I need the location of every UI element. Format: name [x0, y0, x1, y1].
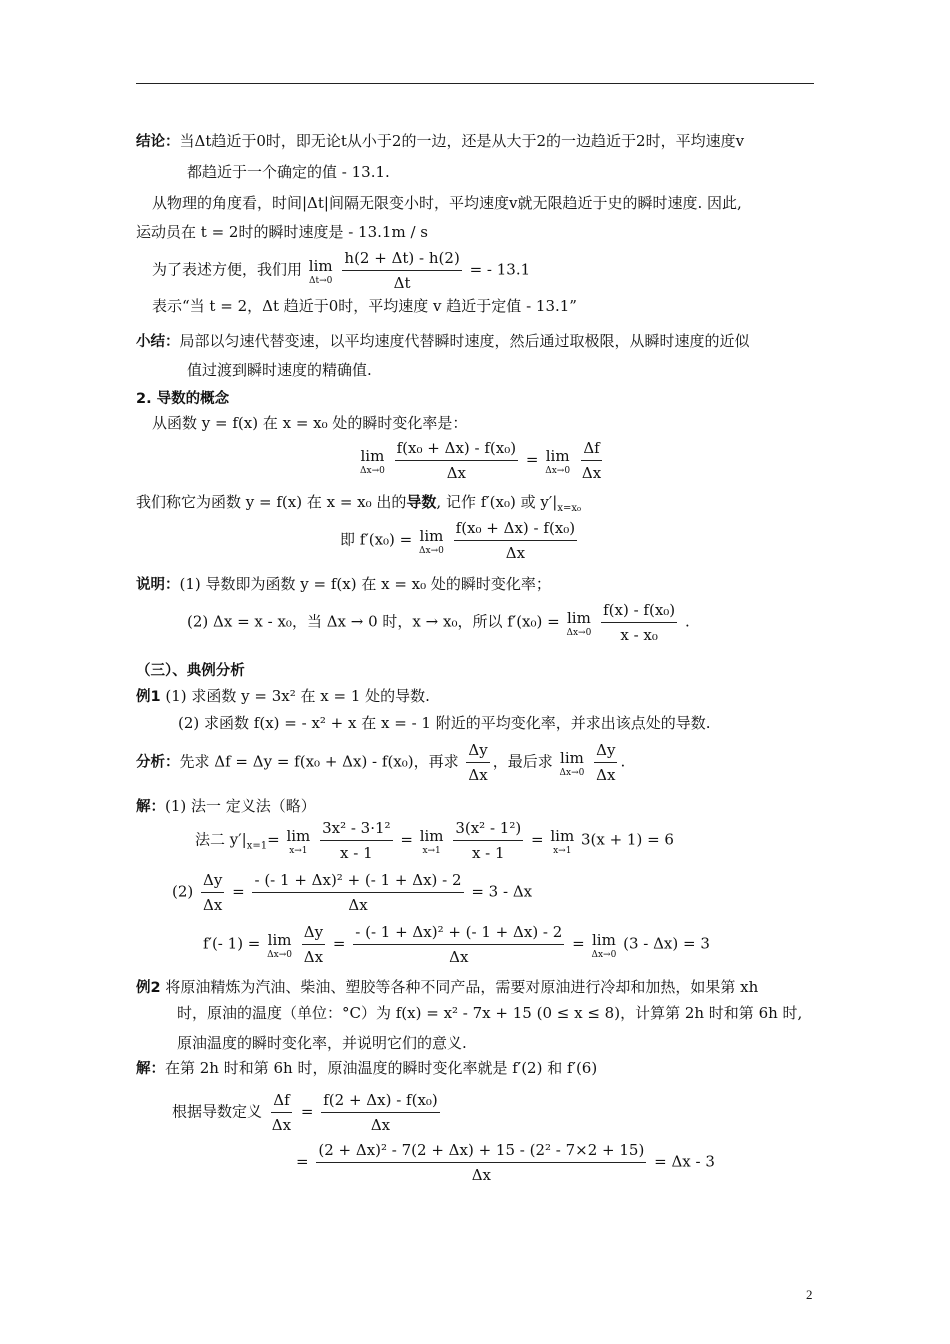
conclusion-line-3: 从物理的角度看，时间|Δt|间隔无限变小时，平均速度v就无限趋近于史的瞬时速度. 因此,	[152, 194, 742, 212]
solution2-expansion-line	[296, 1140, 715, 1185]
limit-expr	[566, 608, 591, 638]
equals-sign: =	[296, 1152, 309, 1171]
example1-label: 例1	[136, 689, 161, 705]
solution2-label: 解：	[136, 1061, 165, 1077]
solution1-derivative-line	[203, 922, 710, 967]
lim-sub: Δx→0	[545, 465, 571, 476]
section2-line-2	[136, 492, 581, 519]
analysis-pre: 先求 Δf = Δy = f(x₀ + Δx) - f(x₀)，再求	[179, 752, 459, 771]
lim-sub: x→1	[422, 845, 441, 856]
fraction-numerator: Δy	[466, 740, 489, 763]
equals-sign: =	[530, 830, 544, 849]
lim-sub: Δx→0	[267, 949, 293, 960]
fraction	[454, 518, 577, 563]
limit-expr	[560, 748, 585, 778]
part2-pre: (2)	[172, 882, 194, 901]
example2-line-3: 原油温度的瞬时变化率，并说明它们的意义.	[177, 1034, 467, 1052]
explanation-2-post: .	[684, 612, 690, 631]
fraction-numerator: f(2 + Δx) - f(x₀)	[321, 1090, 440, 1113]
section2-heading: 2. 导数的概念	[136, 391, 230, 407]
fraction-denominator: x - x₀	[620, 626, 658, 644]
solution1-label: 解：	[136, 799, 165, 815]
method2-pre: 法二 y′|	[195, 830, 247, 849]
fraction-numerator: - (- 1 + Δx)² + (- 1 + Δx) - 2	[353, 922, 564, 945]
solution1-line-1	[136, 796, 316, 817]
explanation-line-1	[136, 574, 551, 595]
limit-expr	[550, 826, 574, 856]
bold-term-derivative: 导数	[406, 493, 437, 511]
fraction-denominator: Δx	[449, 948, 469, 966]
summary-text-1: 局部以匀速代替变速，以平均速度代替瞬时速度，然后通过取极限，从瞬时速度的近似	[179, 332, 750, 350]
solution2-definition-line	[172, 1090, 443, 1135]
solution1-method2	[195, 818, 674, 863]
analysis-post: .	[620, 752, 626, 771]
derivative-tail: (3 - Δx) = 3	[623, 934, 710, 953]
lim-word: lim	[286, 826, 311, 845]
equals-sign: =	[332, 934, 346, 953]
limit-expr	[286, 826, 310, 856]
explanation-2-pre: (2) Δx = x - x₀，当 Δx → 0 时，x → x₀，所以 f′(x₀) =	[187, 612, 560, 631]
subscript: x=x₀	[557, 503, 582, 514]
lim-word: lim	[560, 748, 584, 767]
fraction-numerator: (2 + Δx)² - 7(2 + Δx) + 15 - (2² - 7×2 + 15)	[316, 1140, 646, 1163]
fraction-numerator: Δy	[594, 740, 617, 763]
fraction	[580, 438, 603, 483]
fraction-denominator: Δx	[471, 1166, 491, 1184]
fraction-denominator: Δx	[203, 896, 223, 914]
fraction-denominator: Δx	[370, 1116, 391, 1134]
formula-pre: 即 f′(x₀) =	[340, 530, 413, 549]
fraction	[601, 600, 677, 645]
lim-sub: Δx→0	[360, 465, 385, 476]
example1-line-2: (2) 求函数 f(x) = - x² + x 在 x = - 1 附近的平均变化率，并求出该点处的导数.	[178, 714, 711, 732]
explanation-line-2	[187, 600, 690, 645]
section2-2-pre: 我们称它为函数 y = f(x) 在 x = x₀ 出的	[136, 493, 407, 511]
conclusion-line-5	[152, 248, 530, 293]
example2-label: 例2	[136, 980, 161, 996]
fraction-denominator: Δx	[271, 1116, 292, 1134]
summary-line-2: 值过渡到瞬时速度的精确值.	[187, 361, 372, 379]
fraction	[353, 922, 564, 967]
lim-word: lim	[419, 526, 444, 545]
fraction	[320, 818, 393, 863]
conclusion-text-1: 当Δt趋近于0时，即无论t从小于2的一边，还是从大于2的一边趋近于2时，平均速度v	[179, 132, 745, 150]
fraction-denominator: Δx	[468, 766, 488, 784]
fraction	[466, 740, 489, 785]
equals-sign: =	[400, 830, 413, 849]
solution1-text-1: (1) 法一 定义法（略）	[165, 797, 316, 815]
explanation-text-1: (1) 导数即为函数 y = f(x) 在 x = x₀ 处的瞬时变化率；	[179, 575, 551, 593]
fraction-numerator: Δf	[271, 1090, 291, 1113]
fraction-denominator: x - 1	[471, 844, 505, 862]
definition-pre: 根据导数定义	[172, 1102, 263, 1121]
fraction-denominator: Δx	[581, 464, 602, 482]
lim-word: lim	[591, 930, 616, 949]
fraction-numerator: 3(x² - 1²)	[453, 818, 523, 841]
section2-line-1: 从函数 y = f(x) 在 x = x₀ 处的瞬时变化率是：	[152, 414, 468, 432]
conclusion-5-pre: 为了表述方便，我们用	[152, 260, 303, 279]
conclusion-line-2: 都趋近于一个确定的值 - 13.1.	[187, 163, 390, 181]
example2-text-1: 将原油精炼为汽油、柴油、塑胶等各种不同产品，需要对原油进行冷却和加热，如果第 xh	[165, 978, 759, 996]
analysis-mid: ，最后求	[492, 752, 553, 771]
fraction	[316, 1140, 646, 1185]
conclusion-5-post: = - 13.1	[469, 260, 531, 279]
fraction-denominator: Δt	[393, 274, 411, 292]
lim-sub: Δx→0	[566, 627, 592, 638]
fraction-denominator: Δx	[303, 948, 324, 966]
fraction-denominator: Δx	[505, 544, 526, 562]
fraction-denominator: x - 1	[340, 844, 373, 862]
solution2-text-1: 在第 2h 时和第 6h 时，原油温度的瞬时变化率就是 f′(2) 和 f′(6)	[165, 1059, 598, 1077]
subscript: x=1	[246, 840, 268, 852]
equals-sign: =	[300, 1102, 314, 1121]
section3-heading: （三）、典例分析	[136, 663, 245, 679]
fraction-denominator: Δx	[596, 766, 616, 784]
part2-post: = 3 - Δx	[471, 882, 533, 901]
equals-sign: =	[572, 934, 585, 953]
fraction-numerator: Δf	[581, 438, 601, 461]
summary-line-1	[136, 331, 750, 352]
derivative-definition-formula	[358, 438, 606, 483]
lim-word: lim	[308, 256, 333, 275]
example2-line-2: 时，原油的温度（单位：°C）为 f(x) = x² - 7x + 15 (0 ≤ x ≤ 8)，计算第 2h 时和第 6h 时,	[177, 1004, 803, 1022]
fraction	[321, 1090, 440, 1135]
limit-expr	[309, 256, 333, 286]
lim-sub: Δx→0	[591, 949, 617, 960]
equals-sign: =	[525, 450, 539, 469]
fraction-denominator: Δx	[446, 464, 466, 482]
explanation-label: 说明：	[136, 577, 180, 593]
analysis-line	[136, 740, 625, 785]
fraction	[594, 740, 617, 785]
fraction-numerator: - (- 1 + Δx)² + (- 1 + Δx) - 2	[252, 870, 463, 893]
limit-expr	[360, 446, 385, 476]
fraction-numerator: 3x² - 3·1²	[320, 818, 393, 841]
header-rule	[136, 83, 814, 84]
equals-sign: =	[232, 882, 245, 901]
derivative-notation-formula	[340, 518, 580, 563]
fraction	[252, 870, 463, 915]
lim-word: lim	[545, 446, 570, 465]
fraction-numerator: f(x₀ + Δx) - f(x₀)	[454, 518, 577, 541]
lim-word: lim	[360, 446, 385, 465]
fraction-numerator: Δy	[302, 922, 325, 945]
conclusion-line-1	[136, 131, 744, 152]
lim-sub: x→1	[553, 845, 572, 856]
page-number: 2	[806, 1287, 813, 1302]
lim-word: lim	[550, 826, 575, 845]
fraction	[395, 438, 518, 483]
lim-sub: x→1	[289, 845, 308, 856]
limit-expr	[419, 526, 444, 556]
fraction-numerator: h(2 + Δt) - h(2)	[342, 248, 461, 271]
limit-expr	[267, 930, 292, 960]
conclusion-line-4: 运动员在 t = 2时的瞬时速度是 - 13.1m / s	[136, 223, 428, 241]
lim-word: lim	[267, 930, 292, 949]
section2-2-post: , 记作 f′(x₀) 或 y′|	[436, 493, 558, 511]
example1-text-1: (1) 求函数 y = 3x² 在 x = 1 处的导数.	[165, 687, 430, 705]
fraction	[453, 818, 523, 863]
summary-label: 小结：	[136, 334, 180, 350]
fraction-denominator: Δx	[348, 896, 368, 914]
conclusion-label: 结论：	[136, 134, 180, 150]
lim-sub: Δt→0	[309, 275, 333, 286]
lim-sub: Δx→0	[559, 767, 585, 778]
fraction-numerator: f(x) - f(x₀)	[601, 600, 677, 623]
lim-word: lim	[419, 826, 444, 845]
limit-expr	[420, 826, 444, 856]
solution2-line-1	[136, 1058, 597, 1079]
example2-line-1	[136, 977, 758, 998]
lim-sub: Δx→0	[419, 545, 444, 556]
solution1-part2-line	[172, 870, 532, 915]
equals-sign: =	[267, 830, 280, 849]
method2-tail: 3(x + 1) = 6	[580, 830, 674, 849]
limit-expr	[591, 930, 616, 960]
fraction	[342, 248, 461, 293]
fraction	[302, 922, 325, 967]
expansion-post: = Δx - 3	[654, 1152, 715, 1171]
fraction	[270, 1090, 293, 1135]
fraction-numerator: Δy	[201, 870, 224, 893]
fraction	[201, 870, 224, 915]
lim-word: lim	[566, 608, 591, 627]
analysis-label: 分析：	[136, 754, 180, 771]
limit-expr	[545, 446, 570, 476]
fraction-numerator: f(x₀ + Δx) - f(x₀)	[395, 438, 518, 461]
derivative-pre: f′(- 1) =	[203, 934, 261, 953]
conclusion-line-6: 表示“当 t = 2，Δt 趋近于0时，平均速度 v 趋近于定值 - 13.1”	[152, 297, 577, 315]
example1-line-1	[136, 686, 430, 707]
